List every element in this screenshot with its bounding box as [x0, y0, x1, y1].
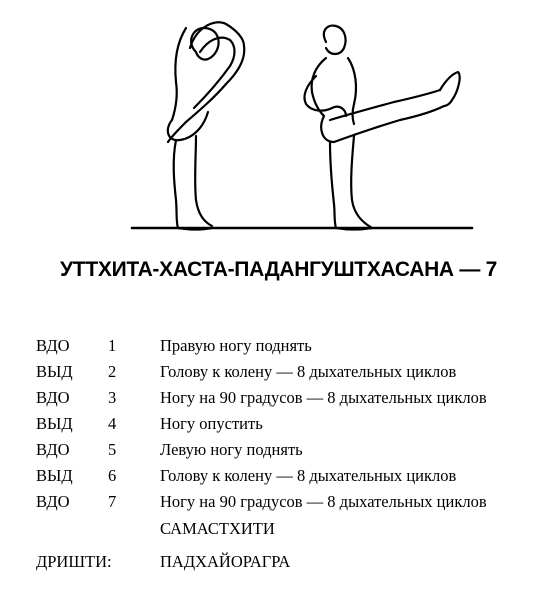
drishti-label: ДРИШТИ:	[36, 552, 112, 571]
breath-label: ВЫД	[36, 414, 73, 433]
step-number: 1	[108, 336, 117, 355]
breath-label: ВДО	[36, 388, 70, 407]
drishti-value: ПАДХАЙОРАГРА	[160, 552, 291, 571]
breath-label: ВДО	[36, 440, 70, 459]
step-row	[30, 437, 540, 463]
step-text: Ногу опустить	[160, 414, 263, 433]
step-text: Голову к колену — 8 дыхательных циклов	[160, 362, 457, 381]
step-text: Ногу на 90 градусов — 8 дыхательных циклов	[160, 492, 487, 511]
step-row	[30, 463, 540, 489]
figure-leg-extended	[304, 26, 459, 230]
step-row	[30, 359, 540, 385]
page-title: УТТХИТА-ХАСТА-ПАДАНГУШТХАСАНА — 7	[60, 258, 497, 281]
step-text: Голову к колену — 8 дыхательных циклов	[160, 466, 457, 485]
step-row	[30, 489, 540, 515]
step-text: Правую ногу поднять	[160, 336, 312, 355]
pose-illustration	[0, 0, 557, 240]
samasthiti-label: САМАСТХИТИ	[160, 519, 275, 538]
breath-label: ВДО	[36, 492, 70, 511]
step-text: Левую ногу поднять	[160, 440, 303, 459]
step-number: 2	[108, 362, 117, 381]
figure-head-to-knee	[168, 22, 244, 229]
steps-list	[30, 333, 540, 515]
breath-label: ВЫД	[36, 466, 73, 485]
step-number: 6	[108, 466, 117, 485]
breath-label: ВЫД	[36, 362, 73, 381]
step-number: 3	[108, 388, 117, 407]
step-text: Ногу на 90 градусов — 8 дыхательных циклов	[160, 388, 487, 407]
breath-label: ВДО	[36, 336, 70, 355]
step-number: 5	[108, 440, 117, 459]
step-row	[30, 411, 540, 437]
step-row	[30, 333, 540, 359]
step-number: 4	[108, 414, 117, 433]
step-number: 7	[108, 492, 117, 511]
step-row	[30, 385, 540, 411]
